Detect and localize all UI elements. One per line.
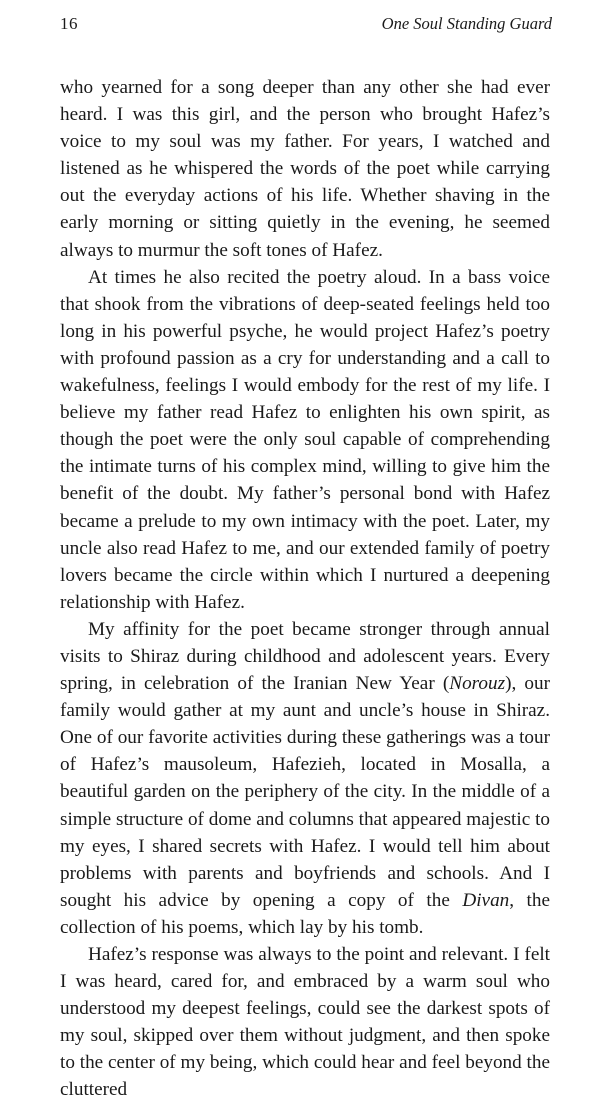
paragraph-3-part-1: My affinity for the poet became stronger through annual visits to Shiraz during childhood and adolescent years. Every spring, in celebration of the Iranian New Year ( — [60, 618, 550, 695]
running-title: One Soul Standing Guard — [381, 14, 552, 33]
paragraph-2: At times he also recited the poetry aloud. In a bass voice that shook from the vibrations of deep-seated feelings held too long in his powerful psyche, he would project Hafez’s poetry with profound passion as a cry for understanding and a call to wakefulness, feelings I would embody for the rest of my life. I believe my father read Hafez to enlighten his own spirit, as though the poet were the only soul capable of comprehending the intimate turns of his complex mind, willing to give him the benefit of the doubt. My father’s personal bond with Hafez became a prelude to my own intimacy with the poet. Later, my uncle also read Hafez to me, and our extended family of poetry lovers became the circle within which I nurtured a deepening relationship with Hafez. — [60, 266, 550, 613]
paragraph-4: Hafez’s response was always to the point and relevant. I felt I was heard, cared for, and embraced by a warm soul who understood my deepest feelings, could see the darkest spots of my soul, skipped over them without judgment, and then spoke to the center of my being, which could hear and feel beyond the cluttered — [60, 944, 550, 1101]
body-text — [60, 74, 550, 1104]
paragraph-1: who yearned for a song deeper than any other she had ever heard. I was this girl, and the person who brought Hafez’s voice to my soul was my father. For years, I watched and listened as he whispered the words of the poet while carrying out the everyday actions of his life. Whether shaving in the early morning or sitting quietly in the evening, he seemed always to murmur the soft tones of Hafez. — [60, 77, 550, 261]
paragraph-3 — [60, 616, 550, 941]
paragraph-3-part-2: ), our family would gather at my aunt and uncle’s house in Shiraz. One of our favorite activities during these gatherings was a tour of Hafez’s mausoleum, Hafezieh, located in Mosalla, a beautiful garden on the periphery of the city. In the middle of a simple structure of dome and columns that appeared majestic to my eyes, I shared secrets with Hafez. I would tell him about problems with parents and boyfriends and schools. And I sought his advice by opening a copy of the — [60, 673, 551, 911]
page-number: 16 — [60, 14, 78, 33]
running-header — [60, 14, 552, 44]
norouz-term: Norouz — [449, 673, 506, 695]
divan-title: Divan — [462, 889, 510, 911]
paragraph-3-part-3: , the collection of his poems, which lay by his tomb. — [60, 889, 551, 938]
